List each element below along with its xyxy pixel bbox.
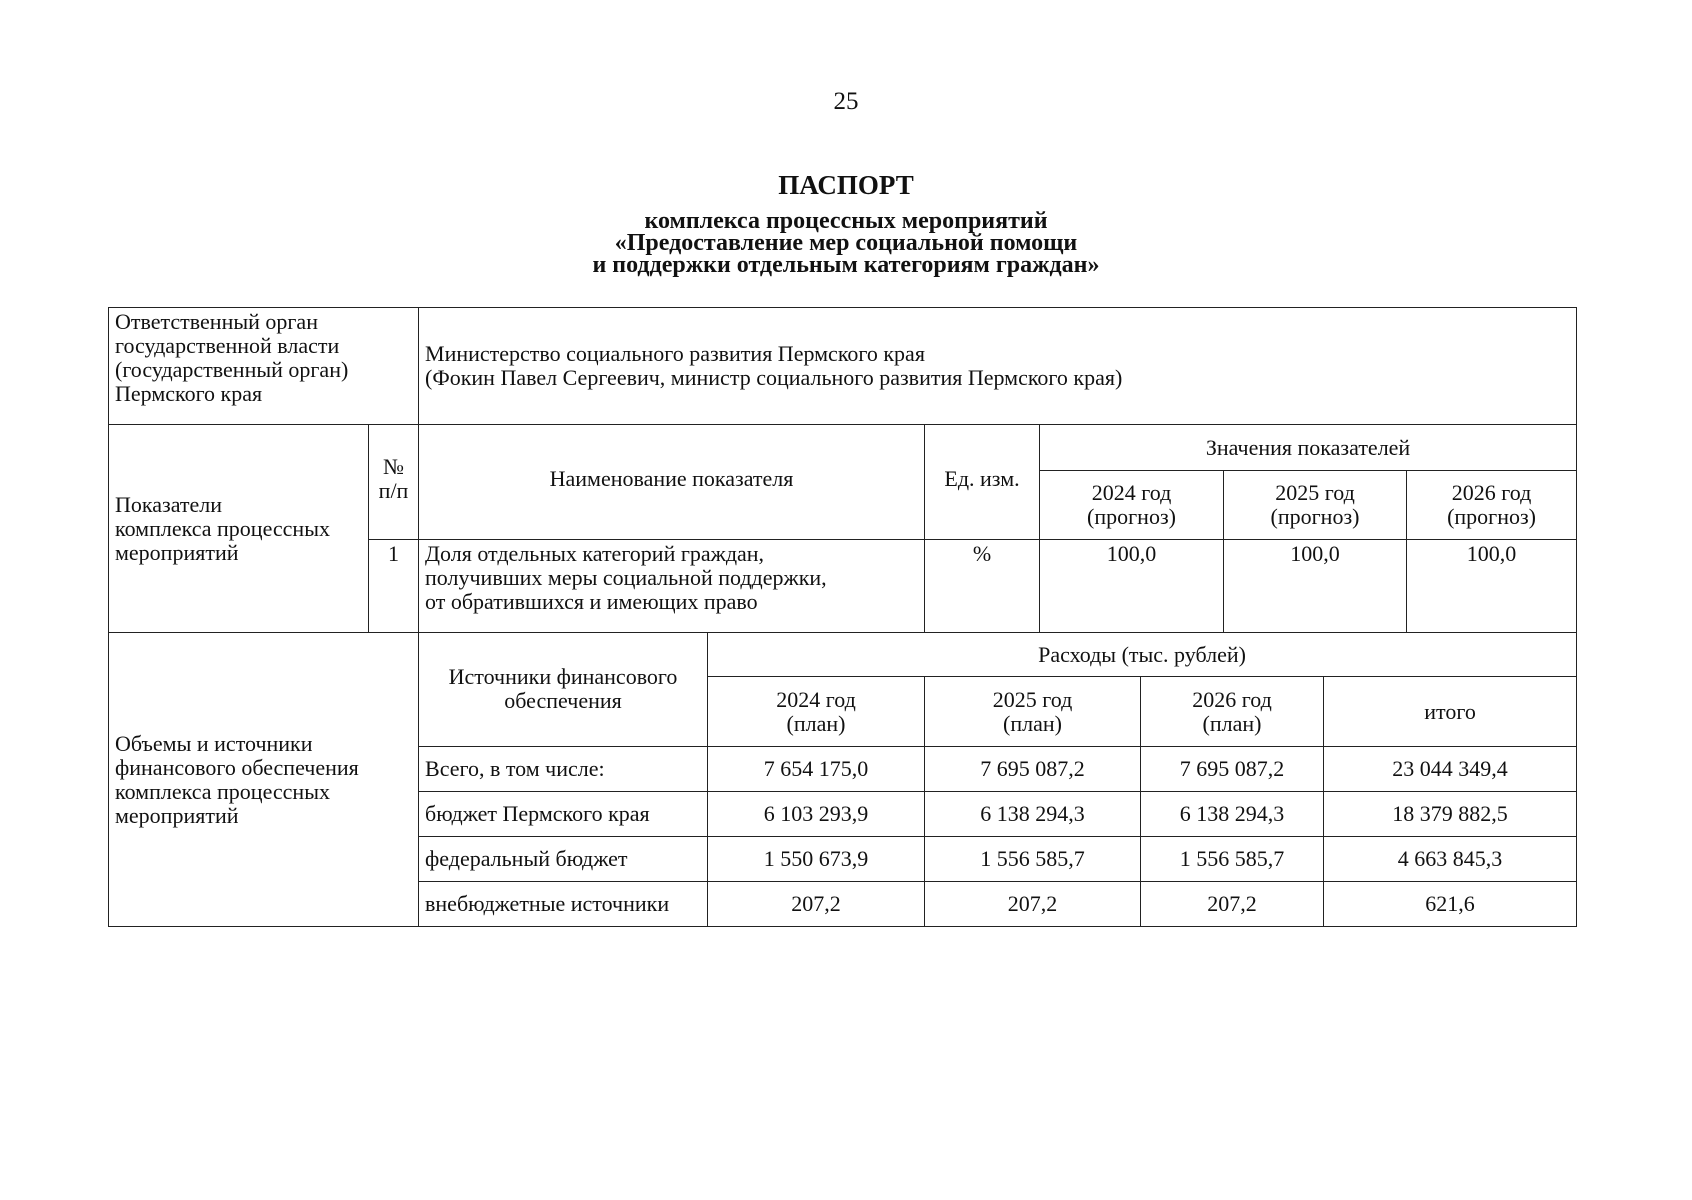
- year-label: 2025 год: [1275, 480, 1355, 505]
- year-label: 2024 год: [1091, 480, 1172, 505]
- finance-label-line: финансового обеспечения: [115, 754, 359, 780]
- finance-value: 207,2: [708, 882, 925, 927]
- indicators-header-row: [109, 425, 1577, 471]
- document-title: [0, 170, 1692, 276]
- finance-value: 207,2: [1141, 882, 1324, 927]
- finance-year-header: [708, 677, 925, 747]
- indicator-name-line: получивших меры социальной поддержки,: [425, 565, 827, 590]
- finance-total: 4 663 845,3: [1324, 837, 1577, 882]
- finance-total-header: итого: [1324, 677, 1577, 747]
- indicators-label-line: Показатели: [115, 491, 223, 517]
- indicator-values-group-header: Значения показателей: [1040, 425, 1577, 471]
- finance-value: 1 556 585,7: [925, 837, 1141, 882]
- indicator-name-header: Наименование показателя: [419, 425, 925, 540]
- num-header-line: п/п: [378, 478, 409, 503]
- finance-value: 6 103 293,9: [708, 792, 925, 837]
- title-main: ПАСПОРТ: [778, 170, 914, 200]
- page-number: 25: [833, 88, 859, 115]
- indicators-label-line: мероприятий: [115, 539, 239, 565]
- year-label: 2025 год: [992, 686, 1073, 712]
- finance-value: 7 695 087,2: [925, 747, 1141, 792]
- finance-source: федеральный бюджет: [419, 837, 708, 882]
- year-qualifier: (план): [1003, 710, 1062, 736]
- finance-source: Всего, в том числе:: [419, 747, 708, 792]
- indicator-name-line: Доля отдельных категорий граждан,: [425, 541, 765, 566]
- indicator-name-line: от обратившихся и имеющих право: [425, 589, 758, 614]
- indicator-unit-header: Ед. изм.: [925, 425, 1040, 540]
- indicator-year-header: [1040, 471, 1224, 540]
- finance-value: 7 654 175,0: [708, 747, 925, 792]
- finance-value: 6 138 294,3: [1141, 792, 1324, 837]
- finance-label: [109, 633, 419, 927]
- responsible-value-line: Министерство социального развития Пермского края: [425, 341, 925, 366]
- finance-year-header: [1141, 677, 1324, 747]
- finance-source: бюджет Пермского края: [419, 792, 708, 837]
- responsible-label: [109, 308, 419, 425]
- finance-header-row: [109, 633, 1577, 677]
- indicators-label-line: комплекса процессных: [115, 515, 330, 541]
- year-label: 2026 год: [1451, 480, 1532, 505]
- finance-value: 207,2: [925, 882, 1141, 927]
- year-qualifier: (прогноз): [1087, 504, 1176, 529]
- year-label: 2024 год: [776, 686, 856, 712]
- finance-expenses-group-header: Расходы (тыс. рублей): [708, 633, 1577, 677]
- responsible-label-line: государственной власти: [115, 333, 340, 358]
- responsible-label-line: (государственный орган): [115, 357, 349, 382]
- source-header-line: обеспечения: [504, 688, 622, 713]
- year-label: 2026 год: [1192, 686, 1272, 712]
- finance-source: внебюджетные источники: [419, 882, 708, 927]
- responsible-label-line: Ответственный орган: [115, 309, 318, 334]
- year-qualifier: (план): [786, 710, 846, 736]
- indicator-num: 1: [369, 540, 419, 633]
- finance-value: 1 556 585,7: [1141, 837, 1324, 882]
- finance-label-line: Объемы и источники: [115, 730, 313, 756]
- indicator-name: [419, 540, 925, 633]
- finance-value: 7 695 087,2: [1141, 747, 1324, 792]
- year-qualifier: (прогноз): [1270, 504, 1360, 529]
- finance-total: 621,6: [1324, 882, 1577, 927]
- finance-label-line: комплекса процессных: [115, 778, 330, 804]
- indicator-year-header: [1224, 471, 1407, 540]
- title-line-1: комплекса процессных мероприятий: [644, 208, 1048, 234]
- indicator-year-header: [1407, 471, 1577, 540]
- num-header-line: №: [383, 454, 404, 479]
- finance-value: 1 550 673,9: [708, 837, 925, 882]
- responsible-row: [109, 308, 1577, 425]
- finance-total: 23 044 349,4: [1324, 747, 1577, 792]
- finance-total: 18 379 882,5: [1324, 792, 1577, 837]
- indicator-num-header: [369, 425, 419, 540]
- finance-year-header: [925, 677, 1141, 747]
- indicator-value: 100,0: [1040, 540, 1224, 633]
- indicator-value: 100,0: [1224, 540, 1407, 633]
- source-header-line: Источники финансового: [448, 664, 678, 689]
- indicator-value: 100,0: [1407, 540, 1577, 633]
- indicator-unit: %: [925, 540, 1040, 633]
- finance-label-line: мероприятий: [115, 802, 239, 828]
- finance-value: 6 138 294,3: [925, 792, 1141, 837]
- title-line-3: и поддержки отдельным категориям граждан»: [592, 252, 1100, 278]
- finance-source-header: [419, 633, 708, 747]
- responsible-value-line: (Фокин Павел Сергеевич, министр социального развития Пермского края): [425, 365, 1123, 390]
- title-line-2: «Предоставление мер социальной помощи: [614, 230, 1078, 256]
- responsible-label-line: Пермского края: [115, 381, 263, 406]
- indicators-label: [109, 425, 369, 633]
- passport-table: [108, 307, 1577, 927]
- responsible-value: [419, 308, 1577, 425]
- year-qualifier: (план): [1202, 710, 1262, 736]
- year-qualifier: (прогноз): [1447, 504, 1536, 529]
